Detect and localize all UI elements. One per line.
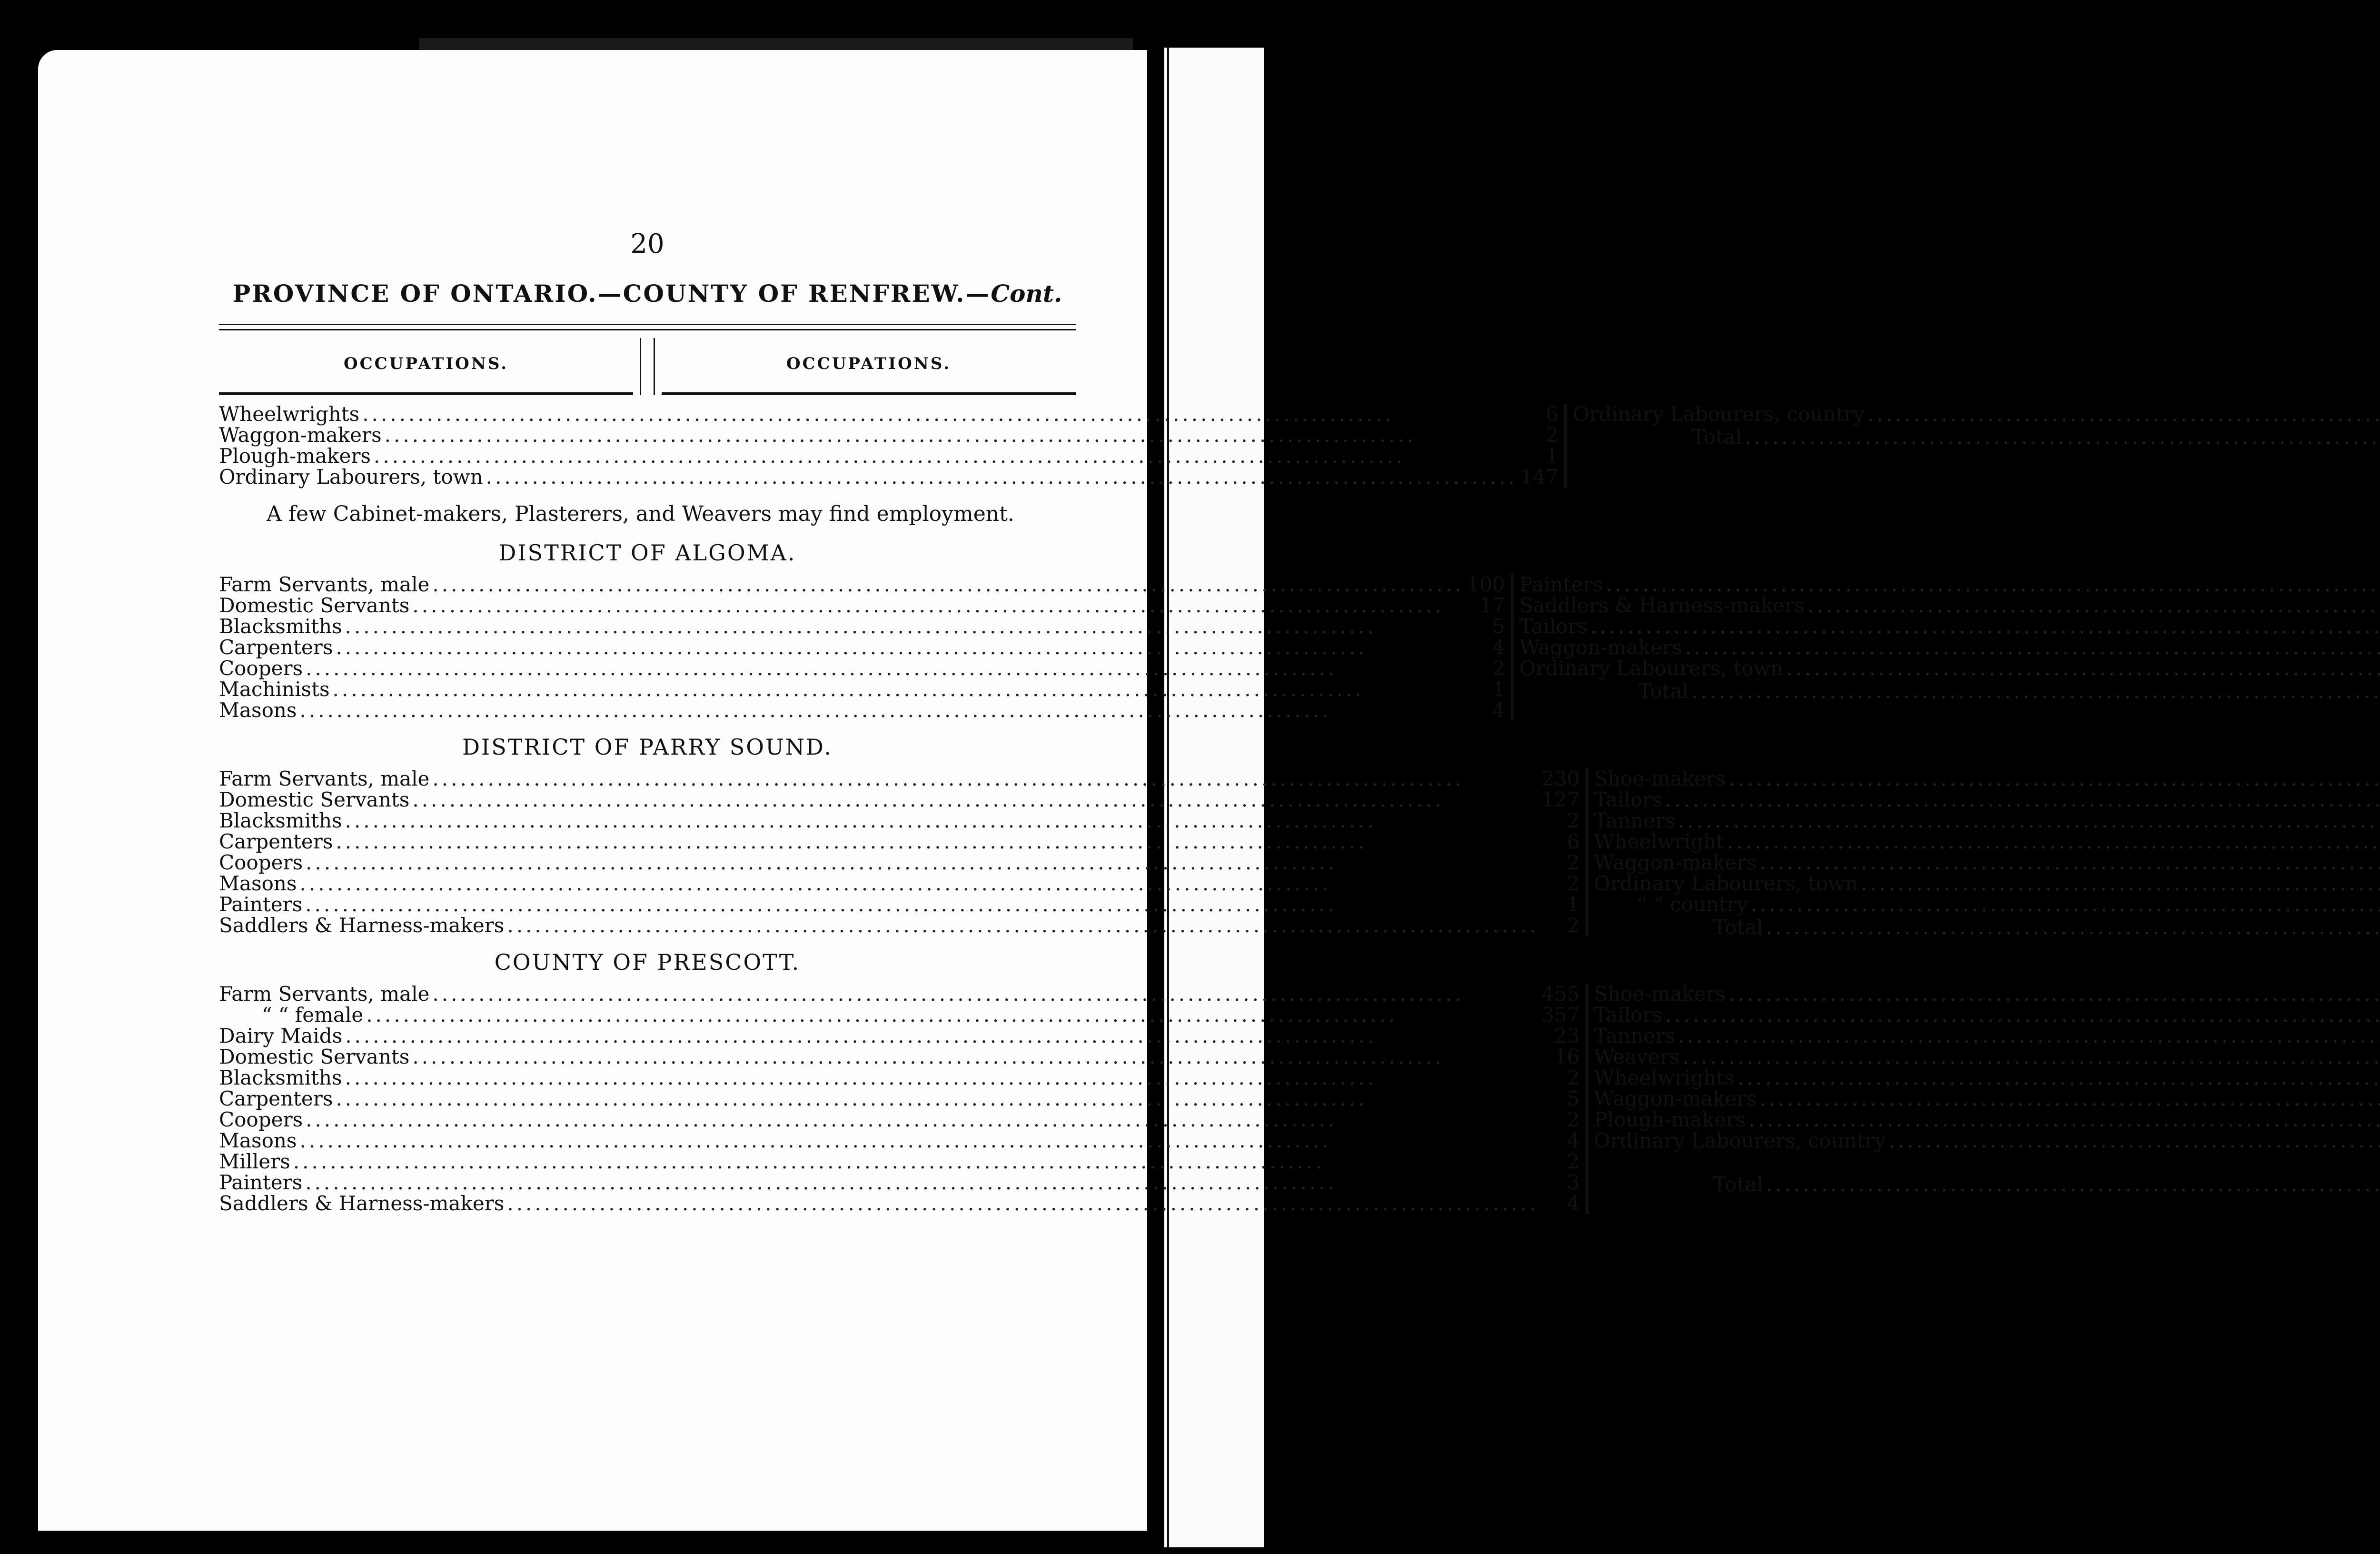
occupation-count: 3	[1567, 1171, 1580, 1194]
occupation-row	[1594, 1046, 2380, 1067]
occupation-label: Machinists	[219, 677, 330, 701]
leader-dots	[1682, 1046, 2380, 1067]
parry-sound-left-column	[219, 768, 1580, 936]
section-renfrew	[219, 402, 1865, 527]
occupations-heading-left: OCCUPATIONS.	[219, 338, 633, 395]
column-divider	[640, 338, 655, 395]
occupation-count: 5	[1567, 1087, 1580, 1110]
leader-dots	[300, 873, 1539, 894]
leader-dots	[306, 658, 1464, 679]
leader-dots	[1737, 1067, 2380, 1088]
occupation-count: 16	[1554, 1045, 1580, 1068]
occupation-row	[219, 894, 1580, 915]
occupation-label: Dairy Maids	[219, 1024, 343, 1047]
occupation-row	[219, 1151, 1580, 1172]
title-main: PROVINCE OF ONTARIO.—COUNTY OF RENFREW.—	[232, 279, 991, 308]
occupation-count: 147	[1520, 465, 1559, 488]
parry-sound-right-column	[1594, 767, 2380, 939]
leader-dots	[333, 679, 1464, 700]
leader-dots	[345, 810, 1539, 831]
occupation-row	[1594, 810, 2380, 831]
occupation-row	[1594, 894, 2380, 915]
occupation-label: Total	[1713, 916, 1763, 939]
leader-dots	[1729, 768, 2380, 789]
leader-dots	[1678, 1026, 2380, 1046]
occupation-label: Weavers	[1594, 1045, 1680, 1068]
occupation-label: Total	[1638, 679, 1689, 703]
occupation-label: Tailors	[1594, 788, 1663, 811]
occupation-row	[219, 467, 1558, 488]
occupation-label: Domestic Servants	[219, 594, 410, 617]
occupation-row	[1594, 1005, 2380, 1026]
occupation-label: Blacksmiths	[219, 809, 342, 832]
occupation-row	[219, 679, 1505, 700]
section-prescott	[219, 949, 1886, 1215]
leader-dots	[336, 637, 1464, 658]
total-row	[1594, 915, 2380, 939]
occupation-label: Blacksmiths	[219, 1066, 342, 1089]
leader-dots	[507, 915, 1538, 936]
section-title: DISTRICT OF ALGOMA.	[498, 540, 796, 566]
leader-dots	[1727, 831, 2380, 852]
total-row	[1594, 1172, 2380, 1196]
occupation-row	[219, 768, 1580, 789]
occupation-label: Carpenters	[219, 830, 333, 853]
total-row	[1573, 425, 2380, 446]
leader-dots	[336, 831, 1538, 852]
occupation-label: Farm Servants, male	[219, 573, 430, 596]
occupation-row	[219, 852, 1580, 873]
leader-dots	[432, 574, 1464, 595]
column-divider	[1511, 574, 1514, 721]
prescott-left-column	[219, 984, 1580, 1214]
occupation-count: 23	[1554, 1024, 1580, 1047]
occupation-label: Shoe-makers	[1594, 767, 1726, 790]
leader-dots	[1766, 917, 2380, 938]
leader-dots	[1590, 616, 2380, 637]
occupation-label: Waggon-makers	[1594, 1087, 1757, 1110]
occupation-label: Shoe-makers	[1594, 982, 1726, 1006]
occupation-label: Farm Servants, male	[219, 982, 430, 1006]
occupations-heading-right: OCCUPATIONS.	[662, 338, 1076, 395]
leader-dots	[412, 595, 1464, 616]
occupation-count: 6	[1546, 402, 1559, 426]
occupation-row	[1519, 616, 2380, 637]
occupation-label: Total	[1713, 1173, 1763, 1196]
leader-dots	[432, 984, 1538, 1005]
section-title: COUNTY OF PRESCOTT.	[494, 949, 801, 975]
occupation-label: Ordinary Labourers, country	[1594, 1129, 1886, 1152]
leader-dots	[306, 1109, 1539, 1130]
leader-dots	[1786, 658, 2380, 679]
occupation-label: Tailors	[1594, 1003, 1663, 1026]
occupation-row	[1594, 852, 2380, 873]
leader-dots	[366, 1005, 1538, 1026]
leader-dots	[305, 894, 1538, 915]
occupation-row	[1594, 873, 2380, 894]
leader-dots	[507, 1193, 1538, 1214]
occupation-row	[219, 595, 1505, 616]
leader-dots	[1867, 404, 2380, 425]
occupation-label: Blacksmiths	[219, 615, 342, 638]
occupation-count: 4	[1567, 1192, 1580, 1215]
occupation-count: 2	[1567, 914, 1580, 937]
page-title	[219, 279, 1076, 308]
occupation-row	[219, 404, 1558, 425]
occupation-label: Ordinary Labourers, town	[1519, 657, 1784, 680]
leader-dots	[362, 404, 1517, 425]
leader-dots	[1807, 595, 2380, 616]
occupation-label: Millers	[219, 1150, 290, 1173]
occupation-label: Wheelwrights	[1594, 1066, 1735, 1089]
occupation-count: 17	[1479, 594, 1505, 617]
employment-note: A few Cabinet-makers, Plasterers, and Weavers may find employment.	[267, 502, 1014, 526]
occupation-label: Plough-makers	[219, 444, 371, 468]
leader-dots	[1749, 1109, 2380, 1130]
occupation-count: 127	[1541, 788, 1580, 811]
occupation-label: Masons	[219, 698, 297, 722]
occupation-count: 2	[1492, 657, 1505, 680]
leader-dots	[412, 1046, 1538, 1067]
occupation-count: 2	[1567, 1108, 1580, 1131]
occupation-row	[1594, 768, 2380, 789]
occupation-label: Coopers	[219, 851, 303, 874]
leader-dots	[300, 1130, 1539, 1151]
occupation-row	[219, 637, 1505, 658]
occupation-count: 1	[1492, 677, 1505, 701]
occupation-label: Waggon-makers	[219, 423, 382, 447]
column-divider	[1586, 984, 1588, 1214]
leader-dots	[345, 616, 1464, 637]
algoma-right-column	[1519, 573, 2380, 703]
occupation-label: Masons	[219, 1129, 297, 1152]
prescott-right-column	[1594, 982, 2380, 1196]
occupation-label: Coopers	[219, 1108, 303, 1131]
occupation-row	[219, 425, 1558, 446]
leader-dots	[1729, 984, 2380, 1005]
algoma-left-column	[219, 574, 1505, 721]
occupation-row	[1594, 1130, 2380, 1151]
occupation-row	[1519, 658, 2380, 679]
occupation-label: Coopers	[219, 657, 303, 680]
occupation-label: Painters	[219, 893, 303, 916]
occupation-row	[1519, 595, 2380, 616]
leader-dots	[1766, 1174, 2380, 1195]
occupation-label: Saddlers & Harness-makers	[219, 914, 505, 937]
occupation-count: 100	[1467, 573, 1505, 596]
occupation-count: 2	[1567, 1150, 1580, 1173]
leader-dots	[1691, 681, 2380, 702]
occupations-header	[219, 338, 1076, 395]
occupation-row	[219, 1046, 1580, 1067]
leader-dots	[486, 467, 1517, 488]
occupation-row	[219, 1067, 1580, 1088]
occupation-count: 4	[1492, 698, 1505, 722]
leader-dots	[300, 700, 1464, 721]
occupation-label: Carpenters	[219, 636, 333, 659]
occupation-label: Tanners	[1594, 1024, 1675, 1047]
occupation-label: Saddlers & Harness-makers	[219, 1192, 505, 1215]
leader-dots	[1889, 1130, 2380, 1151]
total-row	[1519, 679, 2380, 703]
occupation-label: Waggon-makers	[1594, 851, 1757, 874]
section-parry-sound	[219, 734, 1858, 939]
column-divider	[1564, 404, 1567, 488]
occupation-count: 2	[1567, 1066, 1580, 1089]
occupation-row	[1594, 1151, 2380, 1172]
occupation-row	[1594, 1109, 2380, 1130]
occupation-label: “ “ country	[1636, 893, 1748, 916]
occupation-row	[219, 658, 1505, 679]
occupation-row	[1573, 404, 2380, 425]
occupation-label: Wheelwrights	[219, 402, 360, 426]
section-title: DISTRICT OF PARRY SOUND.	[462, 734, 833, 760]
occupation-row	[219, 1130, 1580, 1151]
occupation-row	[219, 1172, 1580, 1193]
occupation-label: Painters	[219, 1171, 303, 1194]
occupation-label: Total	[1692, 425, 1742, 448]
occupation-label: Tanners	[1594, 809, 1675, 832]
leader-dots	[1861, 873, 2380, 894]
title-cont: Cont.	[991, 279, 1062, 308]
occupation-count: 1	[1546, 444, 1559, 468]
occupation-row	[219, 1193, 1580, 1214]
double-rule	[219, 324, 1076, 330]
leader-dots	[1745, 427, 2380, 448]
occupation-row	[219, 446, 1558, 467]
leader-dots	[1685, 637, 2380, 658]
page-number: 20	[630, 229, 664, 259]
occupation-count: 4	[1567, 1129, 1580, 1152]
occupation-count: 2	[1567, 851, 1580, 874]
occupation-label: Painters	[1519, 573, 1603, 596]
leader-dots	[1606, 574, 2380, 595]
occupation-row	[219, 616, 1505, 637]
occupation-row	[219, 831, 1580, 852]
page-content	[219, 229, 1886, 1215]
occupation-row	[219, 915, 1580, 936]
occupation-label: Ordinary Labourers, town	[219, 465, 483, 488]
occupation-label: Ordinary Labourers, town	[1594, 872, 1858, 895]
occupation-row	[219, 700, 1505, 721]
leader-dots	[385, 425, 1517, 446]
occupation-count: 230	[1541, 767, 1580, 790]
leader-dots	[293, 1151, 1539, 1172]
renfrew-left-column	[219, 404, 1558, 488]
occupation-row	[1594, 984, 2380, 1005]
section-algoma	[219, 540, 1805, 722]
column-divider	[1586, 768, 1588, 936]
occupation-row	[219, 1005, 1580, 1026]
leader-dots	[1678, 810, 2380, 831]
occupation-label: Domestic Servants	[219, 788, 410, 811]
occupation-count: 5	[1492, 615, 1505, 638]
occupation-label: Tailors	[1519, 615, 1588, 638]
occupation-row	[1519, 637, 2380, 658]
occupation-count: 1	[1567, 893, 1580, 916]
leader-dots	[412, 789, 1538, 810]
occupation-row	[219, 574, 1505, 595]
occupation-row	[219, 789, 1580, 810]
occupation-row	[1519, 574, 2380, 595]
occupation-row	[1594, 831, 2380, 852]
leader-dots	[1759, 852, 2380, 873]
leader-dots	[306, 852, 1539, 873]
occupation-label: Farm Servants, male	[219, 767, 430, 790]
occupation-row	[219, 1109, 1580, 1130]
occupation-label: Plough-makers	[1594, 1108, 1746, 1131]
occupation-row	[1594, 1088, 2380, 1109]
leader-dots	[345, 1067, 1539, 1088]
occupation-label: Domestic Servants	[219, 1045, 410, 1068]
occupation-label: Masons	[219, 872, 297, 895]
occupation-label: Carpenters	[219, 1087, 333, 1110]
occupation-label: “ “ female	[262, 1003, 364, 1026]
occupation-label: Wheelwright	[1594, 830, 1725, 853]
occupation-count: 2	[1546, 423, 1559, 447]
occupation-count: 4	[1492, 636, 1505, 659]
occupation-row	[219, 984, 1580, 1005]
occupation-count: 357	[1541, 1003, 1580, 1026]
leader-dots	[432, 768, 1538, 789]
leader-dots	[1665, 1005, 2380, 1026]
occupation-count: 455	[1541, 982, 1580, 1006]
leader-dots	[374, 446, 1517, 467]
leader-dots	[336, 1088, 1538, 1109]
occupation-row	[219, 810, 1580, 831]
occupation-row	[219, 873, 1580, 894]
occupation-row	[1594, 789, 2380, 810]
occupation-row	[1594, 1026, 2380, 1046]
occupation-row	[1594, 1067, 2380, 1088]
leader-dots	[345, 1026, 1538, 1046]
document-page	[38, 50, 1886, 1531]
leader-dots	[1759, 1088, 2380, 1109]
occupation-count: 2	[1567, 809, 1580, 832]
occupation-label: Saddlers & Harness-makers	[1519, 594, 1805, 617]
occupation-label: Waggon-makers	[1519, 636, 1682, 659]
renfrew-right-column	[1573, 404, 2380, 446]
occupation-row	[219, 1026, 1580, 1046]
leader-dots	[1751, 894, 2380, 915]
occupation-count: 6	[1567, 830, 1580, 853]
leader-dots	[1665, 789, 2380, 810]
leader-dots	[305, 1172, 1538, 1193]
occupation-row	[219, 1088, 1580, 1109]
occupation-label: Ordinary Labourers, country	[1573, 402, 1865, 426]
occupation-count: 2	[1567, 872, 1580, 895]
